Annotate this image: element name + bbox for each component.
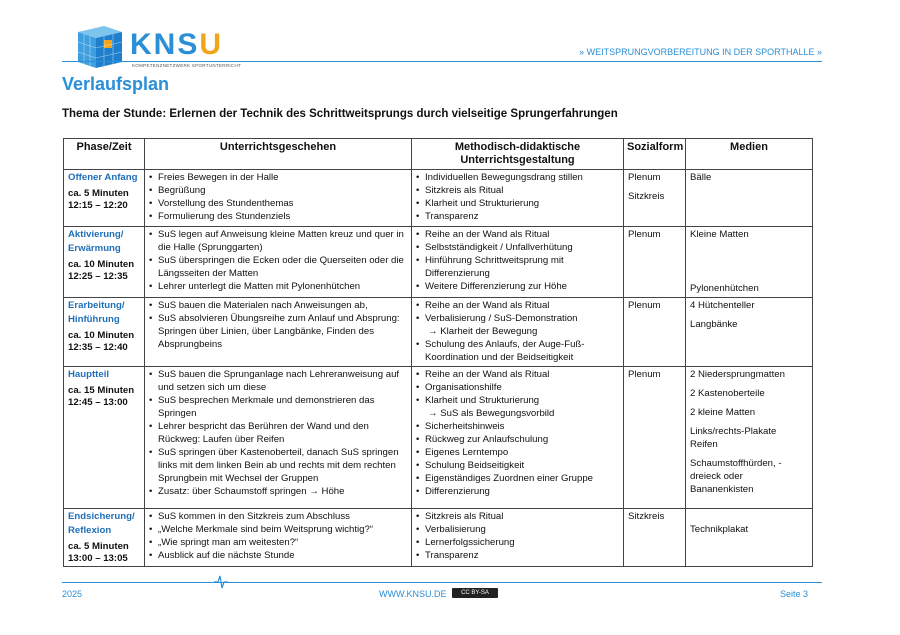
table-row (64, 367, 813, 509)
media-item: Bälle (690, 172, 712, 183)
table-row (64, 298, 813, 367)
topic-header: » WEITSPRUNGVORBEREITUNG IN DER SPORTHALLE » (579, 47, 822, 57)
media-item: Reifen (690, 439, 718, 450)
media-item: 2 Kastenoberteile (690, 388, 765, 399)
social-form: Plenum (628, 300, 661, 311)
phase-cell (64, 170, 145, 227)
media-item: Schaumstoffhürden, -dreieck oder Bananenkisten (690, 458, 782, 495)
list-item: • Individuellen Bewegungsdrang stillen (425, 171, 619, 184)
media-cell (686, 509, 813, 567)
col-header-unterricht: Unterrichtsgeschehen (145, 139, 412, 170)
media-cell (686, 227, 813, 298)
phase-duration: ca. 10 Minuten (68, 330, 135, 341)
phase-duration: ca. 5 Minuten (68, 541, 129, 552)
phase-name: Offener Anfang (68, 172, 138, 183)
phase-time: 12:45 – 13:00 (68, 397, 128, 408)
list-item: • SuS bauen die Materialen nach Anweisungen ab, (158, 299, 407, 312)
page-number: Seite 3 (779, 589, 808, 599)
media-cell (686, 298, 813, 367)
media-item: 2 kleine Matten (690, 407, 756, 418)
table-row (64, 227, 813, 298)
media-item: Links/rechts-Plakate (690, 426, 777, 437)
list-item: → Klarheit der Bewegung (428, 326, 538, 337)
list-item: • SuS legen auf Anweisung kleine Matten kreuz und quer in die Halle (Sprunggarten) (158, 228, 407, 254)
list-item: • SuS bauen die Sprunganlage nach Lehreranweisung auf und setzen sich um diese (158, 368, 407, 394)
phase-cell (64, 227, 145, 298)
col-header-phase: Phase/Zeit (64, 139, 145, 170)
list-item: • SuS springen über Kastenoberteil, danach SuS springen links mit dem linken Bein ab und rechts mit dem rechten Sprungbein mit Wechsel der Gruppen (158, 446, 407, 485)
footer-year: 2025 (62, 589, 83, 599)
logo-cube-icon (74, 22, 126, 70)
list-item: • Freies Bewegen in der Halle (158, 171, 407, 184)
list-item: • Sicherheitshinweis (425, 420, 619, 433)
list-item: • „Welche Merkmale sind beim Weitsprung wichtig?“ (158, 523, 407, 536)
media-item: 2 Niedersprungmatten (690, 369, 785, 380)
list-item: • Rückweg zur Anlaufschulung (425, 433, 619, 446)
list-item: • „Wie springt man am weitesten?“ (158, 536, 407, 549)
logo-wordmark: KNSU (130, 28, 224, 61)
page-title: Verlaufsplan (62, 74, 170, 94)
events-cell (145, 170, 412, 227)
list-item: • Selbstständigkeit / Unfallverhütung (425, 241, 619, 254)
social-form: Plenum (628, 172, 661, 183)
events-cell (145, 298, 412, 367)
list-item: • SuS überspringen die Ecken oder die Querseiten oder die Längsseiten der Matten (158, 254, 407, 280)
social-cell (624, 227, 686, 298)
list-item: • Lehrer unterlegt die Matten mit Pylonenhütchen (158, 280, 407, 293)
method-cell (412, 509, 624, 567)
table-row (64, 170, 813, 227)
list-item: • Differenzierung (425, 485, 619, 498)
knsu-logo (74, 22, 244, 74)
media-item: 4 Hütchenteller (690, 300, 755, 311)
events-cell (145, 509, 412, 567)
social-form: Plenum (628, 229, 661, 240)
social-cell (624, 298, 686, 367)
phase-cell (64, 509, 145, 567)
phase-name: Endsicherung/ Reflexion (68, 511, 135, 536)
social-cell (624, 367, 686, 509)
method-cell (412, 367, 624, 509)
list-item: • Schulung des Anlaufs, der Auge-Fuß-Koordination und der Beidseitigkeit (425, 338, 619, 364)
events-cell (145, 367, 412, 509)
list-item: • Eigenes Lerntempo (425, 446, 619, 459)
phase-duration: ca. 10 Minuten (68, 259, 135, 270)
list-item: • Reihe an der Wand als Ritual (425, 368, 619, 381)
list-item: • Sitzkreis als Ritual (425, 510, 619, 523)
phase-time: 12:15 – 12:20 (68, 200, 128, 211)
list-item: • Formulierung des Stundenziels (158, 210, 407, 223)
phase-name: Aktivierung/ Erwärmung (68, 229, 124, 254)
col-header-medien: Medien (686, 139, 813, 170)
cc-license-badge: CC BY-SA (452, 588, 498, 598)
list-item: • Schulung Beidseitigkeit (425, 459, 619, 472)
list-item: • Zusatz: über Schaumstoff springen → Höhe (158, 485, 407, 498)
phase-name: Hauptteil (68, 369, 110, 380)
media-item: Kleine Matten (690, 229, 749, 240)
lesson-topic: Thema der Stunde: Erlernen der Technik des Schrittweitsprungs durch vielseitige Sprungerfahrungen (62, 108, 618, 120)
footer-website-link[interactable]: WWW.KNSU.DE (379, 589, 447, 599)
list-item: • Begrüßung (158, 184, 407, 197)
events-cell (145, 227, 412, 298)
header-divider (62, 61, 822, 62)
list-item: • SuS kommen in den Sitzkreis zum Abschluss (158, 510, 407, 523)
list-item: • Ausblick auf die nächste Stunde (158, 549, 407, 562)
col-header-sozial: Sozialform (624, 139, 686, 170)
list-item: • Sitzkreis als Ritual (425, 184, 619, 197)
list-item: → SuS als Bewegungsvorbild (428, 408, 555, 419)
lesson-plan-table (63, 138, 813, 567)
social-form: Plenum (628, 369, 661, 380)
list-item: • Transparenz (425, 210, 619, 223)
social-form: Sitzkreis (628, 511, 665, 522)
media-cell (686, 367, 813, 509)
list-item: • Organisationshilfe (425, 381, 619, 394)
media-item: Pylonenhütchen (690, 283, 759, 294)
pulse-icon (214, 574, 228, 590)
table-row (64, 509, 813, 567)
logo-subtitle: KOMPETENZNETZWERK SPORTUNTERRICHT (132, 63, 242, 68)
phase-name: Erarbeitung/ Hinführung (68, 300, 125, 325)
media-item: Technikplakat (690, 524, 749, 535)
list-item: • Weitere Differenzierung zur Höhe (425, 280, 619, 293)
list-item: • Transparenz (425, 549, 619, 562)
col-header-methodisch: Methodisch-didaktische Unterrichtsgestaltung (412, 139, 624, 170)
social-cell (624, 509, 686, 567)
list-item: • Vorstellung des Stundenthemas (158, 197, 407, 210)
list-item: • Reihe an der Wand als Ritual (425, 228, 619, 241)
media-cell (686, 170, 813, 227)
list-item: • Lehrer bespricht das Berühren der Wand und den Rückweg: Laufen über Reifen (158, 420, 407, 446)
list-item: • Reihe an der Wand als Ritual (425, 299, 619, 312)
social-form: Sitzkreis (628, 191, 665, 202)
social-cell (624, 170, 686, 227)
table-header-row (64, 139, 813, 170)
method-cell (412, 227, 624, 298)
phase-duration: ca. 15 Minuten (68, 385, 135, 396)
list-item: • Verbalisierung / SuS-Demonstration (425, 312, 619, 325)
phase-duration: ca. 5 Minuten (68, 188, 129, 199)
list-item: • Verbalisierung (425, 523, 619, 536)
list-item: • Klarheit und Strukturierung (425, 197, 619, 210)
list-item: • SuS besprechen Merkmale und demonstrieren das Springen (158, 394, 407, 420)
phase-cell (64, 367, 145, 509)
method-cell (412, 170, 624, 227)
list-item: • Klarheit und Strukturierung (425, 394, 619, 407)
list-item: • Lernerfolgssicherung (425, 536, 619, 549)
phase-cell (64, 298, 145, 367)
media-item: Langbänke (690, 319, 738, 330)
list-item: • SuS absolvieren Übungsreihe zum Anlauf und Absprung: Springen über Linien, über Langbänke, Finden des Absprungbeins (158, 312, 407, 351)
list-item: • Eigenständiges Zuordnen einer Gruppe (425, 472, 619, 485)
footer-divider (62, 582, 822, 583)
phase-time: 12:25 – 12:35 (68, 271, 128, 282)
phase-time: 13:00 – 13:05 (68, 553, 128, 564)
phase-time: 12:35 – 12:40 (68, 342, 128, 353)
method-cell (412, 298, 624, 367)
list-item: • Hinführung Schrittweitsprung mit Differenzierung (425, 254, 619, 280)
